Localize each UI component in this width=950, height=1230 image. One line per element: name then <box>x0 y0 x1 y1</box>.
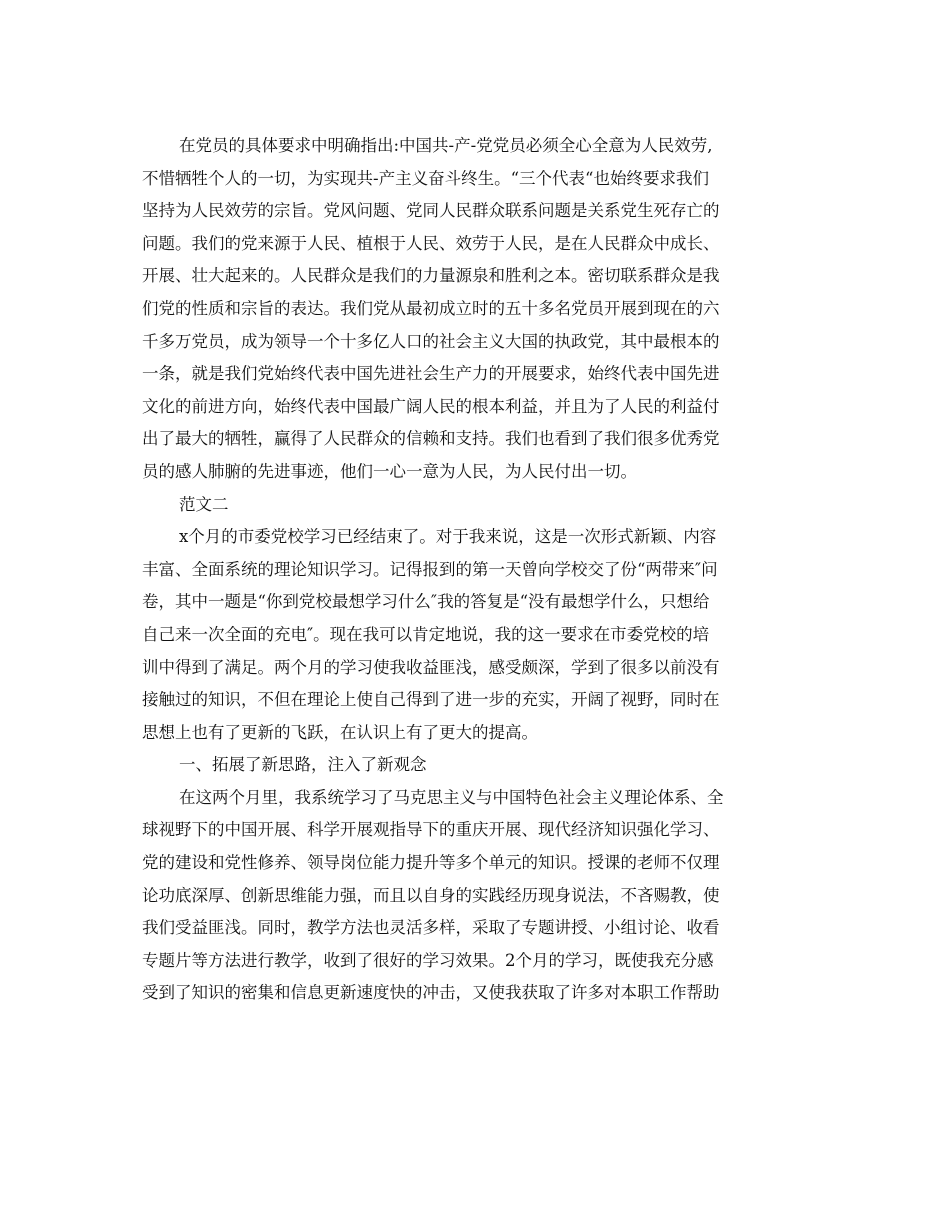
text-line: 专题片等方法进行教学，收到了很好的学习效果。2个月的学习，既使我充分感 <box>142 950 714 970</box>
text-line: 开展、壮大起来的。人民群众是我们的力量源泉和胜利之本。密切联系群众是我 <box>142 266 720 286</box>
text-line: 在这两个月里，我系统学习了马克思主义与中国特色社会主义理论体系、全 <box>179 787 724 807</box>
text-line: 接触过的知识，不但在理论上使自己得到了进一步的充实，开阔了视野，同时在 <box>142 690 720 710</box>
text-line: 员的感人肺腑的先进事迹，他们一心一意为人民，为人民付出一切。 <box>142 461 637 481</box>
text-line: 问题。我们的党来源于人民、植根于人民、效劳于人民，是在人民群众中成长、 <box>142 233 720 253</box>
text-line: 出了最大的牺牲，赢得了人民群众的信赖和支持。我们也看到了我们很多优秀党 <box>142 429 720 449</box>
text-line: 思想上也有了更新的飞跃，在认识上有了更大的提高。 <box>142 722 538 742</box>
text-line: 受到了知识的密集和信息更新速度快的冲击，又使我获取了许多对本职工作帮助 <box>142 983 720 1003</box>
text-line: 球视野下的中国开展、科学开展观指导下的重庆开展、现代经济知识强化学习、 <box>142 820 720 840</box>
text-line: 不惜牺牲个人的一切，为实现共-产主义奋斗终生。“三个代表“也始终要求我们 <box>142 168 709 188</box>
text-line: 千多万党员，成为领导一个十多亿人口的社会主义大国的执政党，其中最根本的 <box>142 331 720 351</box>
text-line: 一条，就是我们党始终代表中国先进社会生产力的开展要求，始终代表中国先进 <box>142 364 720 384</box>
document-body <box>142 130 812 1010</box>
text-line: 一、拓展了新思路，注入了新观念 <box>179 755 427 775</box>
text-line: 们党的性质和宗旨的表达。我们党从最初成立时的五十多名党员开展到现在的六 <box>142 298 720 318</box>
text-line: 论功底深厚、创新思维能力强，而且以自身的实践经历现身说法，不吝赐教，使 <box>142 885 720 905</box>
text-line: 丰富、全面系统的理论知识学习。记得报到的第一天曾向学校交了份“两带来″问 <box>142 559 718 579</box>
text-line: 文化的前进方向，始终代表中国最广阔人民的根本利益，并且为了人民的利益付 <box>142 396 720 416</box>
text-line: 在党员的具体要求中明确指出:中国共-产-党党员必须全心全意为人民效劳, <box>179 136 713 155</box>
text-line: 自己来一次全面的充电″。现在我可以肯定地说，我的这一要求在市委党校的培 <box>142 624 710 644</box>
text-line: 坚持为人民效劳的宗旨。党风问题、党同人民群众联系问题是关系党生死存亡的 <box>142 201 720 221</box>
text-line: 我们受益匪浅。同时，教学方法也灵活多样，采取了专题讲授、小组讨论、收看 <box>142 918 720 938</box>
text-line: 党的建设和党性修养、领导岗位能力提升等多个单元的知识。授课的老师不仅理 <box>142 853 720 873</box>
text-line: 训中得到了满足。两个月的学习使我收益匪浅，感受颇深，学到了很多以前没有 <box>142 657 720 677</box>
text-line: x个月的市委党校学习已经结束了。对于我来说，这是一次形式新颖、内容 <box>179 527 717 547</box>
text-line: 卷，其中一题是“你到党校最想学习什么″我的答复是“没有最想学什么，只想给 <box>142 592 710 612</box>
text-line: 范文二 <box>179 494 229 514</box>
